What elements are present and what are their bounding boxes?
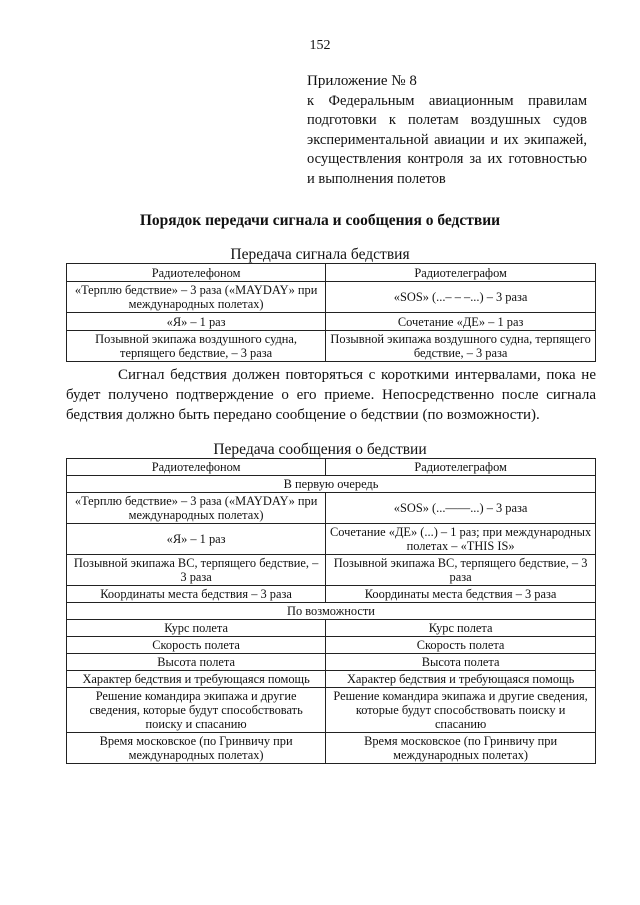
- table-cell: Курс полета: [67, 620, 326, 637]
- body-paragraph: Сигнал бедствия должен повторяться с короткими интервалами, пока не будет получено подтверждение о его приеме. Непосредственно после сигнала бедствия должно быть передано сообщение о бедствии (по возможности).: [66, 367, 596, 423]
- table-cell: Решение командира экипажа и другие сведения, которые будут способствовать поиску и спасанию: [67, 688, 326, 733]
- column-header: Радиотелефоном: [67, 459, 326, 476]
- table-cell: «Терплю бедствие» – 3 раза («MAYDAY» при международных полетах): [67, 282, 326, 313]
- appendix-line: экспериментальной авиации и их экипажей,: [307, 131, 587, 148]
- table-row: [67, 654, 596, 671]
- table-cell: Характер бедствия и требующаяся помощь: [326, 671, 596, 688]
- section-heading: В первую очередь: [67, 476, 596, 493]
- table-cell: Курс полета: [326, 620, 596, 637]
- appendix-line: осуществления контроля за их готовностью: [307, 151, 587, 167]
- table-cell: Координаты места бедствия – 3 раза: [326, 586, 596, 603]
- table-row: [67, 331, 596, 362]
- distress-message-table: [66, 458, 596, 764]
- table-row: [67, 282, 596, 313]
- appendix-line: подготовки к полетам воздушных судов: [307, 112, 587, 128]
- section-heading: По возможности: [67, 603, 596, 620]
- page-number: 152: [309, 38, 331, 53]
- table-row: [67, 620, 596, 637]
- column-header: Радиотелеграфом: [326, 264, 596, 282]
- appendix-line: и выполнения полетов: [307, 170, 446, 187]
- table-cell: Скорость полета: [326, 637, 596, 654]
- table-cell: Координаты места бедствия – 3 раза: [67, 586, 326, 603]
- table2-caption: Передача сообщения о бедствии: [213, 441, 427, 458]
- table-cell: Сочетание «ДЕ» (...) – 1 раз; при международных полетах – «THIS IS»: [326, 524, 596, 555]
- document-title: Порядок передачи сигнала и сообщения о бедствии: [139, 212, 501, 229]
- column-header: Радиотелеграфом: [326, 459, 596, 476]
- table-cell: Решение командира экипажа и другие сведения, которые будут способствовать поиску и спасанию: [326, 688, 596, 733]
- table-cell: «Терплю бедствие» – 3 раза («MAYDAY» при международных полетах): [67, 493, 326, 524]
- table-row: [67, 637, 596, 654]
- table-cell: «SOS» (...——...) – 3 раза: [326, 493, 596, 524]
- column-header: Радиотелефоном: [67, 264, 326, 282]
- table-cell: Характер бедствия и требующаяся помощь: [67, 671, 326, 688]
- table-row: [67, 671, 596, 688]
- table-cell: Позывной экипажа воздушного судна, терпящего бедствие, – 3 раза: [326, 331, 596, 362]
- table-cell: Сочетание «ДЕ» – 1 раз: [326, 313, 596, 331]
- table-cell: Позывной экипажа воздушного судна, терпящего бедствие, – 3 раза: [67, 331, 326, 362]
- table-row: [67, 493, 596, 524]
- table-cell: Время московское (по Гринвичу при международных полетах): [67, 733, 326, 764]
- table-cell: «Я» – 1 раз: [67, 524, 326, 555]
- table-cell: Время московское (по Гринвичу при международных полетах): [326, 733, 596, 764]
- distress-signal-table: [66, 263, 596, 362]
- table1-caption: Передача сигнала бедствия: [230, 246, 410, 263]
- table-row: [67, 524, 596, 555]
- appendix-line: к Федеральным авиационным правилам: [307, 92, 587, 109]
- table-cell: «SOS» (...– – –...) – 3 раза: [326, 282, 596, 313]
- table-row: [67, 555, 596, 586]
- table-cell: Скорость полета: [67, 637, 326, 654]
- table-header-row: [67, 459, 596, 476]
- section-row: [67, 476, 596, 493]
- table-cell: Высота полета: [67, 654, 326, 671]
- table-row: [67, 313, 596, 331]
- appendix-header: [307, 72, 587, 189]
- section-row: [67, 603, 596, 620]
- table-row: [67, 586, 596, 603]
- table-header-row: [67, 264, 596, 282]
- appendix-title: Приложение № 8: [307, 73, 417, 89]
- table-cell: «Я» – 1 раз: [67, 313, 326, 331]
- table-cell: Позывной экипажа ВС, терпящего бедствие, – 3 раза: [67, 555, 326, 586]
- table-cell: Высота полета: [326, 654, 596, 671]
- table-cell: Позывной экипажа ВС, терпящего бедствие, – 3 раза: [326, 555, 596, 586]
- table-row: [67, 733, 596, 764]
- table-row: [67, 688, 596, 733]
